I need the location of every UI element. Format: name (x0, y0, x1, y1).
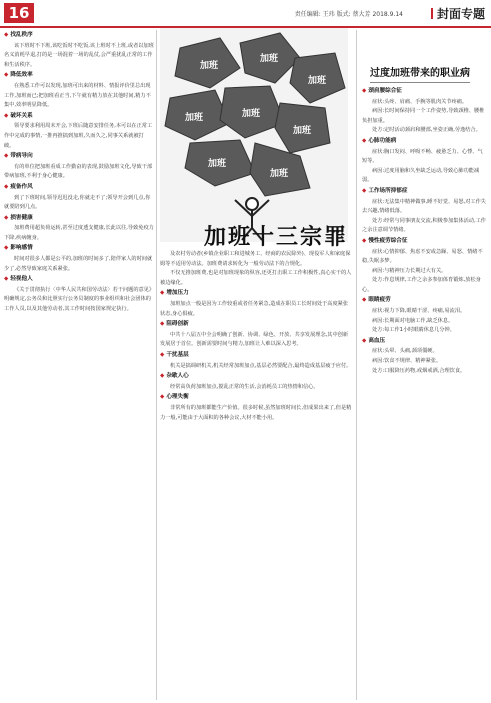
section-heading: ◆ 干扰基层 (160, 351, 352, 361)
body-paragraph: 加班加点一般是因为工作较重或者任务紧急,造成在职员工长时间处于高度紧张状态,身心俱疲。 (160, 300, 349, 317)
body-paragraph: 《关于贯彻执行〈中华人民共和国劳动法〉若干问题的意见》明确规定,公务员和比照实行公务员制度的事业组织和社会团体的工作人员,以及其他劳动者,其工作时间按国家规定执行。 (4, 286, 152, 313)
body-paragraph: 病因:过度用脑和久坐缺乏运动,导致心肺功能减弱。 (362, 167, 480, 184)
svg-text:加班: 加班 (200, 61, 219, 71)
stones-crushing-figure-illustration (160, 28, 348, 242)
body-paragraph: 处方:口服降压药物,戒烟戒酒,合理饮食。 (372, 367, 466, 374)
section-heading: ◆ 心理失衡 (160, 393, 352, 403)
body-paragraph: 机关是搞调研机关,机关经常加班加点,基层必然要配合,最终造成基层疲于应付。 (170, 362, 352, 369)
body-paragraph: 病因:长时间保持同一个工作姿势,导致颈椎、腰椎负担加重。 (362, 108, 485, 124)
svg-text:加班: 加班 (260, 54, 279, 64)
body-paragraph: 病因:长期面对电脑工作,缺乏休息。 (372, 317, 454, 324)
section-heading: ◆ 轻视他人 (4, 275, 154, 285)
column-divider (156, 30, 157, 700)
section-name: 封面专题 (431, 5, 485, 22)
section-heading: ◆ 阻碍创新 (160, 320, 352, 330)
svg-text:加班: 加班 (293, 126, 312, 136)
body-paragraph: 时间对很多人都是公平的,加班的时间多了,陪伴家人的时间就少了,必然导致家庭关系紧张。 (4, 256, 153, 272)
section-heading: ◆ 杂歇人心 (160, 372, 352, 382)
section-heading: ◆ 破坏关系 (4, 112, 154, 122)
body-paragraph: 症状:头晕、头痛,颈项僵硬。 (372, 348, 438, 355)
body-paragraph: 不仅无推加班费,也是对加班现象的纵容,还更打击职工工作积极性,真心实干的人被边缘化。 (160, 270, 352, 286)
body-paragraph: 加班费用超负荷运转,甚至过度透支健康,长此以往,导致免疫力下降,疾病缠身。 (4, 225, 154, 241)
section-heading: ◆ 增加压力 (160, 289, 352, 299)
right-column (362, 86, 486, 698)
body-paragraph: 症状:头疼、肩痛、手腕等肌肉关节疼痛。 (372, 98, 468, 105)
page-number: 16 (4, 3, 34, 23)
body-paragraph: 中共十八届五中全会明确了创新、协调、绿色、开放、共享发展理念,其中创新发展居于首位。创新需要时间与精力,加班让人难以深入思考。 (160, 331, 349, 348)
body-paragraph: 病因:与精神压力长期过大有关。 (372, 267, 447, 274)
body-paragraph: 处方:每工作1小时眼睛休息几分钟。 (372, 327, 455, 334)
svg-text:加班: 加班 (208, 159, 227, 169)
body-paragraph: 处方:定时活动颈肩和腰部,坐姿正确,劳逸结合。 (372, 127, 481, 134)
body-paragraph: 症状:无法集中精神做事,睡不好觉、易怒,对工作失去兴趣,情绪低落。 (362, 198, 486, 215)
middle-column (160, 250, 352, 700)
body-paragraph: 处方:经常与同事朋友交流,积极参加集体活动,工作之余注意调节情绪。 (362, 217, 486, 234)
section-heading: ◆ 高血压 (362, 337, 486, 347)
sidebar-title: 过度加班带来的职业病 (370, 64, 470, 83)
section-heading: ◆ 颈肩腰综合征 (362, 87, 486, 97)
svg-text:加班: 加班 (185, 113, 204, 123)
column-divider (356, 30, 357, 700)
left-column (4, 30, 154, 700)
body-paragraph: 该下班时不下班,该吃饭时不吃饭,该上班时不上班,或者以加班名义消耗早退,打的是一场混着一场的乱仗,会严重扰乱正常的工作和生活秩序。 (4, 42, 154, 68)
body-paragraph: 在熟悉工作可以发现,加班可出来的材料、情报评价里总出现工作,加班而已;把加班看正当,下午就有精力放在其他时间,精力不集中,效率明显降低。 (4, 82, 151, 109)
body-paragraph: 症状:心情抑郁、焦虑不安或急躁、易怒、情绪不稳,失眠多梦。 (362, 248, 483, 265)
body-paragraph: 到了下班时间,领导迟迟没走,你就走不了;领导开会到几点,你就要陪到几点。 (4, 194, 151, 211)
header-info: 责任编辑: 王玮 版式: 蔡大芳 2018.9.14 (294, 11, 403, 18)
body-paragraph: 有的单位把加班看成工作勤奋的表现,鼓励加班文化,导致干部带病加班,不利于身心健康。 (4, 163, 153, 180)
cover-illustration (160, 28, 348, 242)
body-paragraph: 病因:饮食不规律、精神紧张。 (372, 358, 442, 365)
body-paragraph: 及农村劳动者(乡镇企业职工和进城务工、经商的农民除外)、现役军人和家庭保姆等不适用劳动法。加班费请求转化为一般劳动法下的合规化。 (160, 251, 351, 267)
section-heading: ◆ 带病导向 (4, 152, 154, 162)
svg-text:加班: 加班 (308, 76, 327, 86)
section-heading: ◆ 影响感情 (4, 244, 154, 254)
section-heading: ◆ 眼睛疲劳 (362, 296, 486, 306)
section-heading: ◆ 工作场所抑郁症 (362, 187, 486, 197)
body-paragraph: 处方:作息规律,工作之余多参加体育锻炼,放松身心。 (362, 277, 481, 293)
section-heading: ◆ 损害健康 (4, 214, 154, 224)
svg-text:加班: 加班 (242, 109, 261, 119)
body-paragraph: 领导要求利用周末开会,下班后随意安排任务,本可以在正常工作中完成的事情,一推再推搞到加班,久而久之,同事关系就被打破。 (4, 123, 153, 149)
article-title: 加班十三宗罪 (204, 224, 349, 250)
section-heading: ◆ 心肺功能病 (362, 137, 486, 147)
svg-text:加班: 加班 (270, 169, 289, 179)
section-heading: ◆ 降低效率 (4, 71, 154, 81)
body-paragraph: 症状:视力下降,眼睛干涩、疼痛,易流泪。 (372, 308, 466, 315)
body-paragraph: 症状:胸口发闷、呼吸不畅、疲惫乏力、心悸、气短等。 (362, 148, 483, 165)
body-paragraph: 非常所有的加班都能生产价值。很多时候,虽然加班时间长,但成果出来了,但是精力一般,可能由于大面积的各种会议,大材不能小用。 (160, 404, 352, 421)
body-paragraph: 经常高负荷加班加点,搅乱正常的生活,会消耗员工的热情和信心。 (170, 383, 319, 390)
section-heading: ◆ 慢性疲劳综合征 (362, 237, 486, 247)
page-header (0, 0, 491, 28)
section-heading: ◆ 疲备作风 (4, 183, 154, 193)
section-heading: ◆ 找乱秩序 (4, 31, 154, 41)
